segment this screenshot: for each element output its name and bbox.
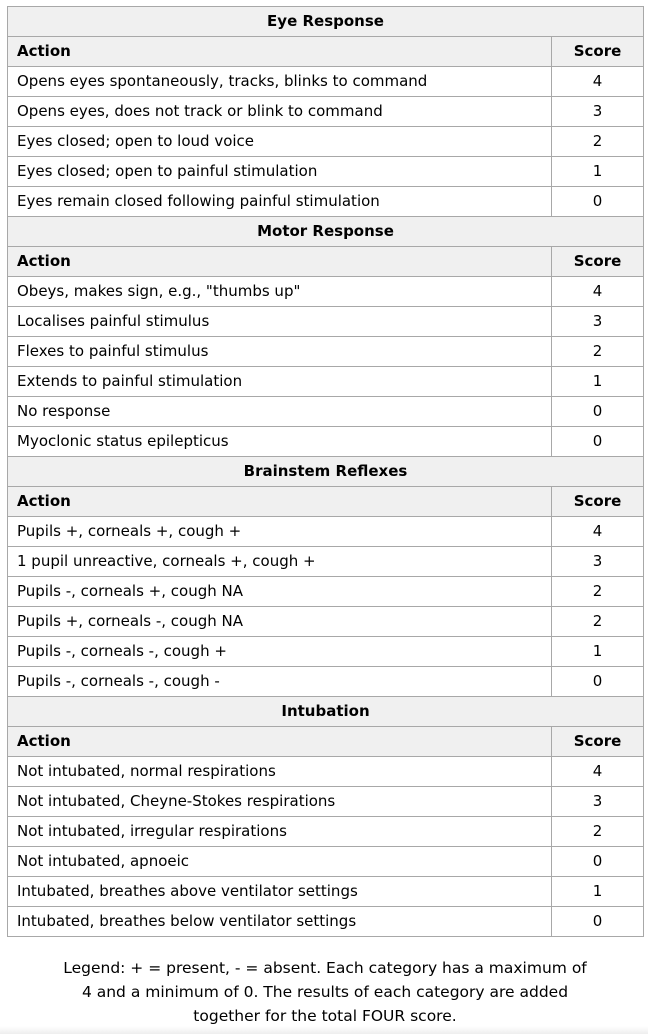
section-title: Intubation <box>8 697 644 727</box>
table-row <box>8 847 644 877</box>
action-cell: Pupils +, corneals +, cough + <box>8 517 552 547</box>
action-cell: Not intubated, normal respirations <box>8 757 552 787</box>
legend <box>10 956 640 1028</box>
column-header-row <box>8 727 644 757</box>
legend-line-2: 4 and a minimum of 0. The results of each category are added <box>81 983 569 1001</box>
action-cell: Opens eyes spontaneously, tracks, blinks to command <box>8 67 552 97</box>
action-column-header: Action <box>8 247 552 277</box>
score-cell: 4 <box>552 67 644 97</box>
score-cell: 0 <box>552 907 644 937</box>
score-cell: 1 <box>552 877 644 907</box>
table-row <box>8 397 644 427</box>
section-header-eye-response <box>8 7 644 37</box>
table-row <box>8 277 644 307</box>
action-cell: No response <box>8 397 552 427</box>
table-row <box>8 367 644 397</box>
action-cell: Not intubated, irregular respirations <box>8 817 552 847</box>
column-header-row <box>8 247 644 277</box>
table-row <box>8 757 644 787</box>
action-cell: Not intubated, Cheyne-Stokes respirations <box>8 787 552 817</box>
table-row <box>8 877 644 907</box>
score-cell: 4 <box>552 517 644 547</box>
score-cell: 0 <box>552 427 644 457</box>
score-cell: 3 <box>552 547 644 577</box>
table-row <box>8 67 644 97</box>
action-cell: Pupils +, corneals -, cough NA <box>8 607 552 637</box>
score-column-header: Score <box>552 487 644 517</box>
table-row <box>8 577 644 607</box>
score-cell: 2 <box>552 577 644 607</box>
action-column-header: Action <box>8 37 552 67</box>
table-row <box>8 337 644 367</box>
section-header-brainstem-reflexes <box>8 457 644 487</box>
table-row <box>8 547 644 577</box>
table-row <box>8 187 644 217</box>
score-cell: 1 <box>552 637 644 667</box>
score-cell: 2 <box>552 817 644 847</box>
table-row <box>8 307 644 337</box>
score-column-header: Score <box>552 37 644 67</box>
table-row <box>8 517 644 547</box>
action-cell: Not intubated, apnoeic <box>8 847 552 877</box>
score-column-header: Score <box>552 727 644 757</box>
table-row <box>8 127 644 157</box>
legend-line-1: Legend: + = present, - = absent. Each category has a maximum of <box>63 959 587 977</box>
score-cell: 4 <box>552 757 644 787</box>
legend-line-3: together for the total FOUR score. <box>193 1007 457 1025</box>
score-cell: 2 <box>552 127 644 157</box>
table-row <box>8 817 644 847</box>
four-score-table <box>7 6 644 937</box>
table-row <box>8 97 644 127</box>
action-cell: Pupils -, corneals -, cough - <box>8 667 552 697</box>
table-row <box>8 427 644 457</box>
column-header-row <box>8 37 644 67</box>
action-cell: Eyes closed; open to painful stimulation <box>8 157 552 187</box>
score-cell: 0 <box>552 187 644 217</box>
score-cell: 2 <box>552 337 644 367</box>
action-cell: Obeys, makes sign, e.g., "thumbs up" <box>8 277 552 307</box>
score-cell: 4 <box>552 277 644 307</box>
score-column-header: Score <box>552 247 644 277</box>
table-row <box>8 157 644 187</box>
action-cell: Intubated, breathes below ventilator settings <box>8 907 552 937</box>
bottom-shade <box>0 1026 648 1034</box>
column-header-row <box>8 487 644 517</box>
score-cell: 0 <box>552 847 644 877</box>
action-cell: Extends to painful stimulation <box>8 367 552 397</box>
section-header-intubation <box>8 697 644 727</box>
score-cell: 3 <box>552 307 644 337</box>
section-title: Brainstem Reflexes <box>8 457 644 487</box>
score-cell: 3 <box>552 787 644 817</box>
table-row <box>8 787 644 817</box>
score-cell: 0 <box>552 667 644 697</box>
section-title: Motor Response <box>8 217 644 247</box>
action-cell: Flexes to painful stimulus <box>8 337 552 367</box>
action-cell: Eyes closed; open to loud voice <box>8 127 552 157</box>
action-cell: Eyes remain closed following painful stimulation <box>8 187 552 217</box>
action-cell: 1 pupil unreactive, corneals +, cough + <box>8 547 552 577</box>
action-column-header: Action <box>8 727 552 757</box>
section-header-motor-response <box>8 217 644 247</box>
action-cell: Localises painful stimulus <box>8 307 552 337</box>
four-score-table-body <box>8 7 644 937</box>
score-cell: 0 <box>552 397 644 427</box>
section-title: Eye Response <box>8 7 644 37</box>
action-cell: Pupils -, corneals -, cough + <box>8 637 552 667</box>
score-cell: 1 <box>552 157 644 187</box>
action-cell: Pupils -, corneals +, cough NA <box>8 577 552 607</box>
table-row <box>8 607 644 637</box>
action-cell: Myoclonic status epilepticus <box>8 427 552 457</box>
table-row <box>8 637 644 667</box>
action-cell: Intubated, breathes above ventilator settings <box>8 877 552 907</box>
score-cell: 2 <box>552 607 644 637</box>
score-cell: 3 <box>552 97 644 127</box>
action-cell: Opens eyes, does not track or blink to command <box>8 97 552 127</box>
score-cell: 1 <box>552 367 644 397</box>
table-row <box>8 907 644 937</box>
action-column-header: Action <box>8 487 552 517</box>
table-row <box>8 667 644 697</box>
